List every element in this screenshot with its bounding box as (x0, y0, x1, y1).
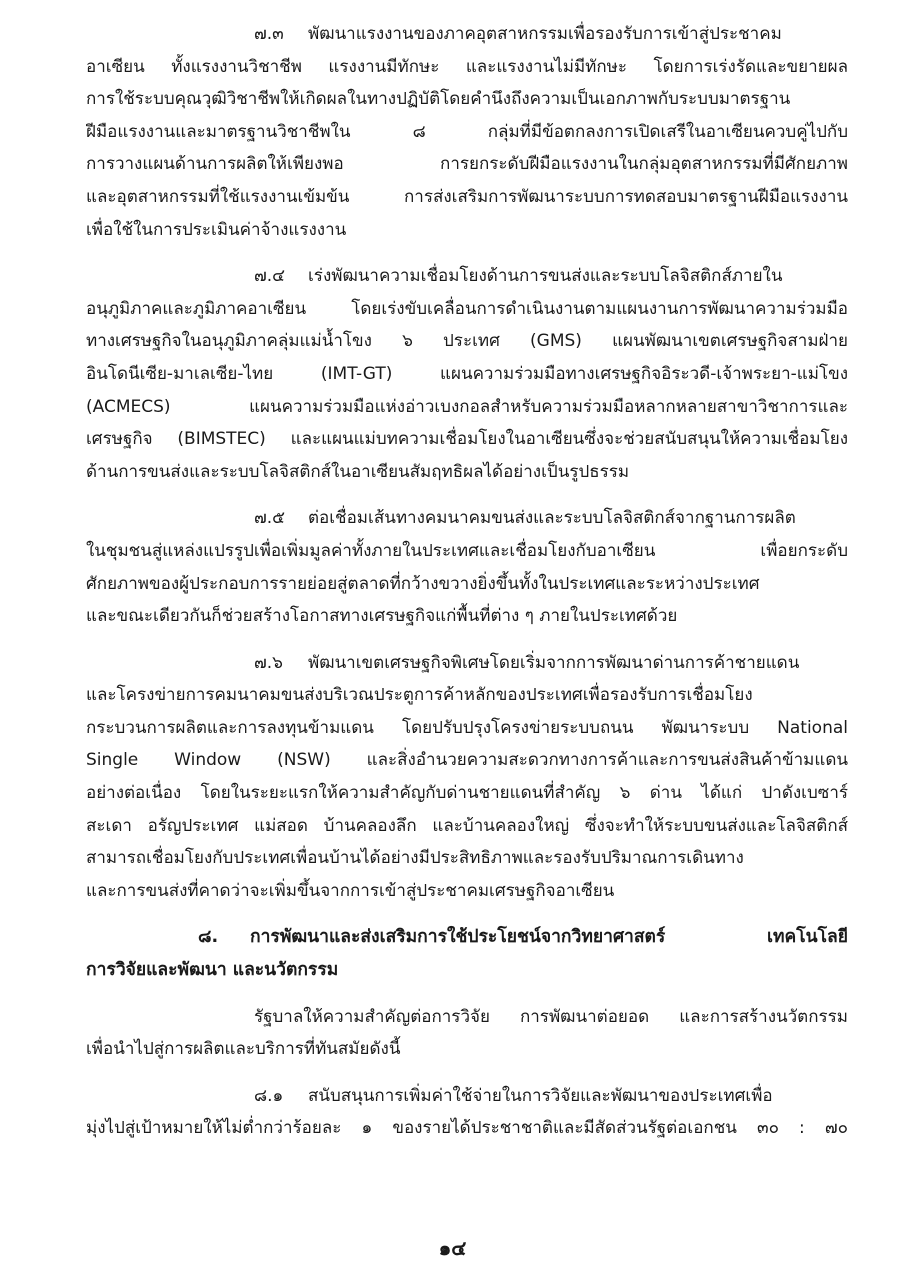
paragraph-line: ๘.๑ สนับสนุนการเพิ่มค่าใช้จ่ายในการวิจัยและพัฒนาของประเทศเพื่อ (86, 1080, 848, 1113)
section-number: ๗.๓ (254, 24, 284, 44)
paragraph-line: Single Window (NSW) และสิ่งอำนวยความสะดวกทางการค้าและการขนส่งสินค้าข้ามแดน (86, 750, 848, 771)
paragraph-line: ๗.๓ พัฒนาแรงงานของภาคอุตสาหกรรมเพื่อรองรับการเข้าสู่ประชาคม (86, 18, 848, 51)
paragraph-7-4 (86, 260, 848, 488)
intro-paragraph (86, 1001, 848, 1066)
page-number: ๑๔ (438, 1236, 467, 1260)
paragraph-line: ๗.๕ ต่อเชื่อมเส้นทางคมนาคมขนส่งและระบบโลจิสติกส์จากฐานการผลิต (86, 502, 848, 535)
paragraph-line: อนุภูมิภาคและภูมิภาคอาเซียน โดยเร่งขับเคลื่อนการดำเนินงานตามแผนงานการพัฒนาความร่วมมือ (86, 298, 848, 319)
paragraph-line: สะเดา อรัญประเทศ แม่สอด บ้านคลองลึก และบ้านคลองใหญ่ ซึ่งจะทำให้ระบบขนส่งและโลจิสติกส์ (86, 815, 848, 836)
paragraph-line: และการขนส่งที่คาดว่าจะเพิ่มขึ้นจากการเข้าสู่ประชาคมเศรษฐกิจอาเซียน (86, 880, 615, 901)
paragraph-line: เพื่อนำไปสู่การผลิตและบริการที่ทันสมัยดังนี้ (86, 1039, 401, 1060)
paragraph-line: ด้านการขนส่งและระบบโลจิสติกส์ในอาเซียนสัมฤทธิผลได้อย่างเป็นรูปธรรม (86, 461, 630, 482)
paragraph-line: อาเซียน ทั้งแรงงานวิชาชีพ แรงงานมีทักษะ และแรงงานไม่มีทักษะ โดยการเร่งรัดและขยายผล (86, 56, 848, 77)
section-number: ๗.๖ (254, 652, 283, 673)
paragraph-line: และอุตสาหกรรมที่ใช้แรงงานเข้มข้น การส่งเสริมการพัฒนาระบบการทดสอบมาตรฐานฝีมือแรงงาน (86, 186, 848, 207)
paragraph-line: อินโดนีเซีย-มาเลเซีย-ไทย (IMT-GT) แผนความร่วมมือทางเศรษฐกิจอิระวดี-เจ้าพระยา-แม่โขง (86, 363, 848, 384)
paragraph-line: การวางแผนด้านการผลิตให้เพียงพอ การยกระดับฝีมือแรงงานในกลุ่มอุตสาหกรรมที่มีศักยภาพ (86, 154, 848, 175)
paragraph-line: มุ่งไปสู่เป้าหมายให้ไม่ต่ำกว่าร้อยละ ๑ ของรายได้ประชาชาติและมีสัดส่วนรัฐต่อเอกชน ๓๐ : ๗๐ (86, 1118, 848, 1139)
section-number: ๘.๑ (254, 1085, 284, 1106)
paragraph-line: ในชุมชนสู่แหล่งแปรรูปเพื่อเพิ่มมูลค่าทั้งภายในประเทศและเชื่อมโยงกับอาเซียน เพื่อยกระดับ (86, 540, 848, 561)
section-number: ๘. (198, 927, 219, 948)
paragraph-line: ๗.๖ พัฒนาเขตเศรษฐกิจพิเศษโดยเริ่มจากการพัฒนาด่านการค้าชายแดน (86, 647, 848, 680)
paragraph-line: ทางเศรษฐกิจในอนุภูมิภาคลุ่มแม่น้ำโขง ๖ ประเทศ (GMS) แผนพัฒนาเขตเศรษฐกิจสามฝ่าย (86, 331, 848, 352)
paragraph-line: ศักยภาพของผู้ประกอบการรายย่อยสู่ตลาดที่กว้างขวางยิ่งขึ้นทั้งในประเทศและระหว่างประเทศ (86, 573, 760, 594)
paragraph-line: เศรษฐกิจ (BIMSTEC) และแผนแม่บทความเชื่อมโยงในอาเซียนซึ่งจะช่วยสนับสนุนให้ความเชื่อมโยง (86, 429, 848, 450)
paragraph-line: การใช้ระบบคุณวุฒิวิชาชีพให้เกิดผลในทางปฏิบัติโดยคำนึงถึงความเป็นเอกภาพกับระบบมาตรฐาน (86, 89, 791, 110)
paragraph-line: กระบวนการผลิตและการลงทุนข้ามแดน โดยปรับปรุงโครงข่ายระบบถนน พัฒนาระบบ National (86, 717, 848, 738)
paragraph-line: ฝีมือแรงงานและมาตรฐานวิชาชีพใน ๘ กลุ่มที่มีข้อตกลงการเปิดเสรีในอาเซียนควบคู่ไปกับ (86, 121, 848, 142)
paragraph-7-6 (86, 647, 848, 908)
section-number: ๗.๔ (254, 266, 286, 287)
paragraph-line: รัฐบาลให้ความสำคัญต่อการวิจัย การพัฒนาต่อยอด และการสร้างนวัตกรรม (254, 1006, 848, 1027)
document-page (86, 18, 848, 1159)
section-heading-8 (86, 921, 848, 986)
paragraph-line: และโครงข่ายการคมนาคมขนส่งบริเวณประตูการค้าหลักของประเทศเพื่อรองรับการเชื่อมโยง (86, 685, 753, 706)
section-number: ๗.๕ (254, 508, 286, 529)
paragraph-line: เพื่อใช้ในการประเมินค่าจ้างแรงงาน (86, 219, 347, 240)
paragraph-line: และขณะเดียวกันก็ช่วยสร้างโอกาสทางเศรษฐกิจแก่พื้นที่ต่าง ๆ ภายในประเทศด้วย (86, 606, 678, 627)
paragraph-7-3 (86, 18, 848, 246)
paragraph-line: สามารถเชื่อมโยงกับประเทศเพื่อนบ้านได้อย่างมีประสิทธิภาพและรองรับปริมาณการเดินทาง (86, 848, 744, 869)
heading-line: การวิจัยและพัฒนา และนวัตกรรม (86, 960, 339, 981)
paragraph-line: (ACMECS) แผนความร่วมมือแห่งอ่าวเบงกอลสำหรับความร่วมมือหลากหลายสาขาวิชาการและ (86, 396, 848, 417)
paragraph-8-1 (86, 1080, 848, 1145)
paragraph-7-5 (86, 502, 848, 632)
heading-line: ๘. การพัฒนาและส่งเสริมการใช้ประโยชน์จากวิทยาศาสตร์ เทคโนโลยี (86, 921, 848, 954)
paragraph-line: อย่างต่อเนื่อง โดยในระยะแรกให้ความสำคัญกับด่านชายแดนที่สำคัญ ๖ ด่าน ได้แก่ ปาดังเบซาร์ (86, 783, 848, 804)
paragraph-line: ๗.๔ เร่งพัฒนาความเชื่อมโยงด้านการขนส่งและระบบโลจิสติกส์ภายใน (86, 260, 848, 293)
